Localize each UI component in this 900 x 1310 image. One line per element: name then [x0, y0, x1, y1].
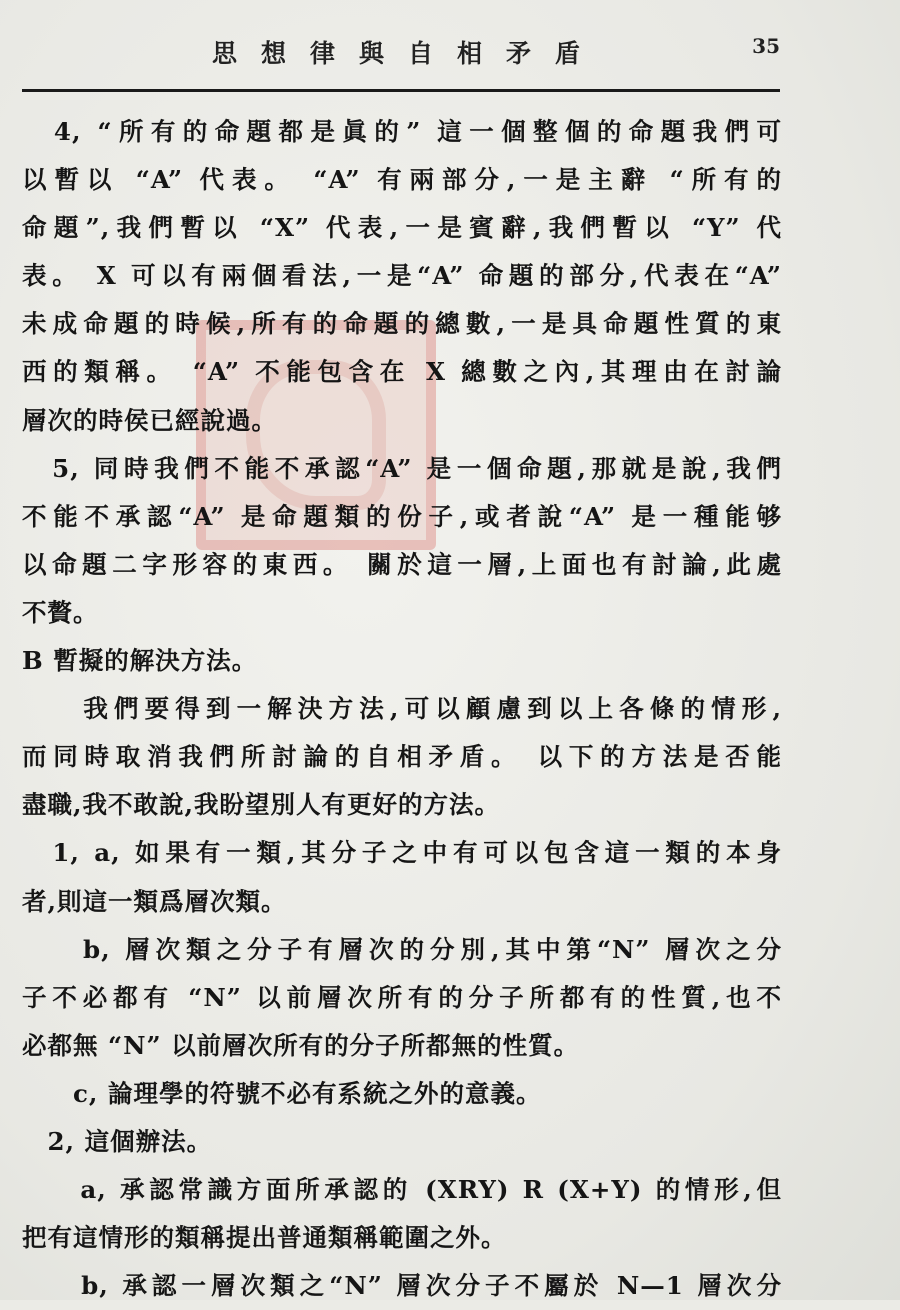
- header-rule: [22, 89, 780, 92]
- text-line: 者,則這一類爲層次類。: [22, 886, 287, 916]
- page-header: [22, 30, 780, 80]
- text-line: 不贅。: [22, 597, 99, 627]
- text-line: 不能不承認“A” 是命題類的份子,或者說“A” 是一種能够: [22, 501, 782, 531]
- running-title: 思想律與自相矛盾: [212, 39, 605, 68]
- text-line: 把有這情形的類稱提出普通類稱範圍之外。: [22, 1223, 507, 1253]
- text-line: b, 層次類之分子有層次的分別,其中第“N” 層次之分: [22, 934, 782, 964]
- text-line: 1, a, 如果有一類,其分子之中有可以包含這一類的本身: [22, 838, 782, 868]
- text-line: a, 承認常識方面所承認的 (XRY) R (X+Y) 的情形,但: [22, 1175, 782, 1205]
- text-line: 層次的時侯已經說過。: [22, 405, 277, 435]
- text-line: b, 承認一層次類之“N” 層次分子不屬於 N—1 層次分: [22, 1271, 782, 1301]
- text-line: 命題”,我們暫以 “X” 代表,一是賓辭,我們暫以 “Y” 代: [22, 213, 782, 243]
- text-line: 我們要得到一解決方法,可以顧慮到以上各條的情形,: [22, 694, 782, 724]
- section-heading: B 暫擬的解決方法。: [22, 646, 258, 676]
- text-line: 4, “所有的命題都是眞的” 這一個整個的命題我們可: [22, 117, 782, 146]
- body-text: [22, 108, 782, 1310]
- page-number: 35: [752, 34, 780, 58]
- text-line: c, 論理學的符號不必有系統之外的意義。: [22, 1078, 542, 1108]
- text-line: 2, 這個辦法。: [22, 1126, 213, 1156]
- text-line: 以暫以 “A” 代表。 “A” 有兩部分,一是主辭 “所有的: [22, 165, 782, 195]
- text-line: 盡職,我不敢說,我盼望別人有更好的方法。: [22, 790, 501, 820]
- text-line: 西的類稱。 “A” 不能包含在 X 總數之內,其理由在討論: [22, 357, 782, 387]
- text-line: 以命題二字形容的東西。 關於這一層,上面也有討論,此處: [22, 549, 782, 579]
- text-line: 而同時取消我們所討論的自相矛盾。 以下的方法是否能: [22, 742, 782, 772]
- text-line: 必都無 “N” 以前層次所有的分子所都無的性質。: [22, 1030, 580, 1060]
- text-line: 子不必都有 “N” 以前層次所有的分子所都有的性質,也不: [22, 982, 782, 1012]
- text-line: 5, 同時我們不能不承認“A” 是一個命題,那就是說,我們: [22, 453, 782, 483]
- text-line: 表。 X 可以有兩個看法,一是“A” 命題的部分,代表在“A”: [22, 261, 782, 291]
- text-line: 未成命題的時候,所有的命題的總數,一是具命題性質的東: [22, 309, 782, 339]
